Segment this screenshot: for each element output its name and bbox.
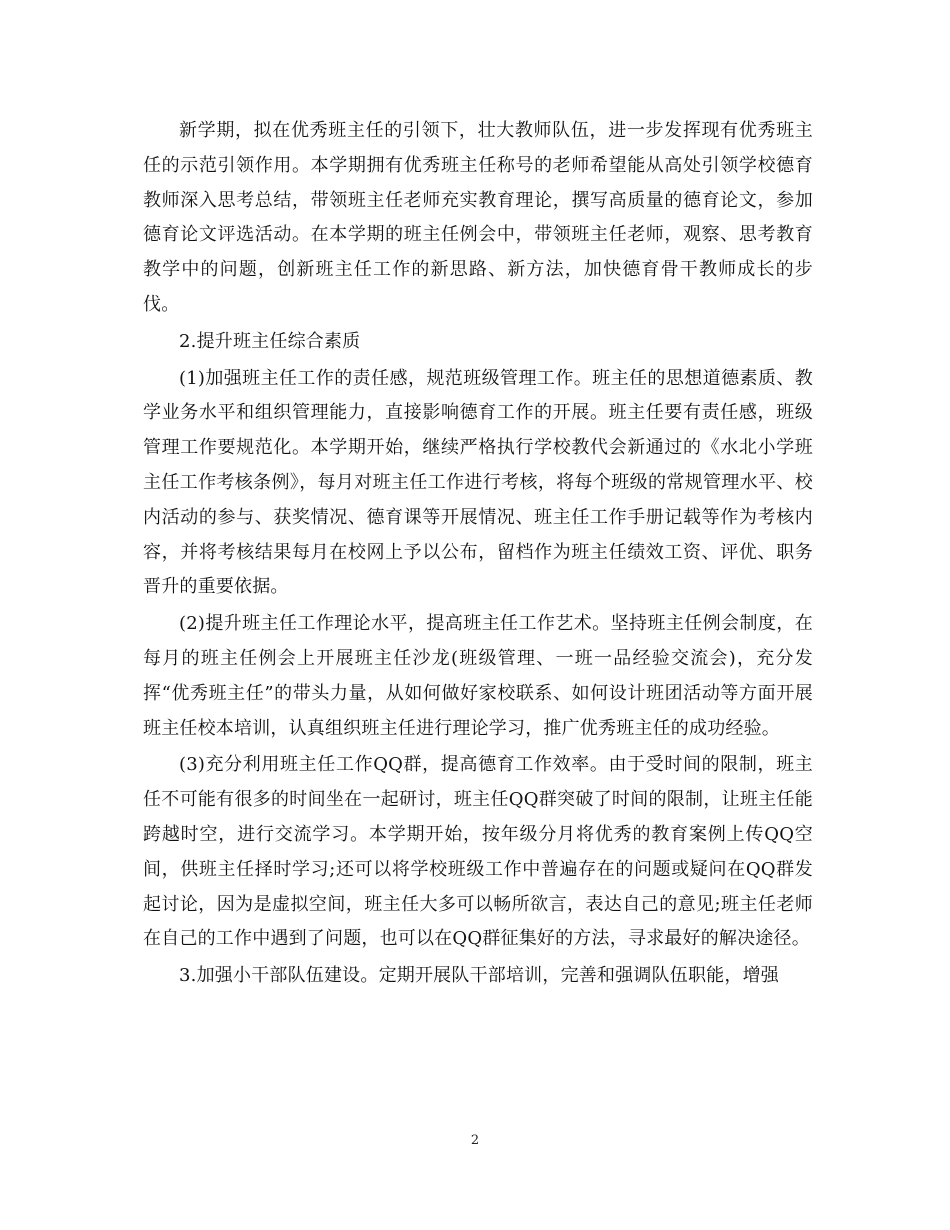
page-number: 2 [470, 1133, 480, 1148]
section-heading-3: 3.加强小干部队伍建设。定期开展队干部培训，完善和强调队伍职能，增强 [179, 965, 779, 987]
section-heading-2: 2.提升班主任综合素质 [179, 330, 361, 352]
paragraph-intro: 新学期，拟在优秀班主任的引领下，壮大教师队伍，进一步发挥现有优秀班主任的示范引领作用。本学期拥有优秀班主任称号的老师希望能从高处引领学校德育教师深入思考总结，带领班主任老师充实教育理论，撰写高质量的德育论文，参加德育论文评选活动。在本学期的班主任例会中，带领班主任老师，观察、思考教育教学中的问题，创新班主任工作的新思路、新方法，加快德育骨干教师成长的步伐。 [143, 120, 813, 315]
document-body [143, 114, 813, 996]
paragraph-item-2: (2)提升班主任工作理论水平，提高班主任工作艺术。坚持班主任例会制度，在每月的班主任例会上开展班主任沙龙(班级管理、一班一品经验交流会)，充分发挥“优秀班主任”的带头力量，从如何做好家校联系、如何设计班团活动等方面开展班主任校本培训，认真组织班主任进行理论学习，推广优秀班主任的成功经验。 [143, 613, 813, 739]
paragraph-item-1: (1)加强班主任工作的责任感，规范班级管理工作。班主任的思想道德素质、教学业务水平和组织管理能力，直接影响德育工作的开展。班主任要有责任感，班级管理工作要规范化。本学期开始，继续严格执行学校教代会新通过的《水北小学班主任工作考核条例》，每月对班主任工作进行考核，将每个班级的常规管理水平、校内活动的参与、获奖情况、德育课等开展情况、班主任工作手册记载等作为考核内容，并将考核结果每月在校网上予以公布，留档作为班主任绩效工资、评优、职务晋升的重要依据。 [143, 367, 813, 598]
paragraph-item-3: (3)充分利用班主任工作QQ群，提高德育工作效率。由于受时间的限制，班主任不可能有很多的时间坐在一起研讨，班主任QQ群突破了时间的限制，让班主任能跨越时空，进行交流学习。本学期开始，按年级分月将优秀的教育案例上传QQ空间，供班主任择时学习;还可以将学校班级工作中普遍存在的问题或疑问在QQ群发起讨论，因为是虚拟空间，班主任大多可以畅所欲言，表达自己的意见;班主任老师在自己的工作中遇到了问题，也可以在QQ群征集好的方法，寻求最好的解决途径。 [143, 754, 813, 950]
